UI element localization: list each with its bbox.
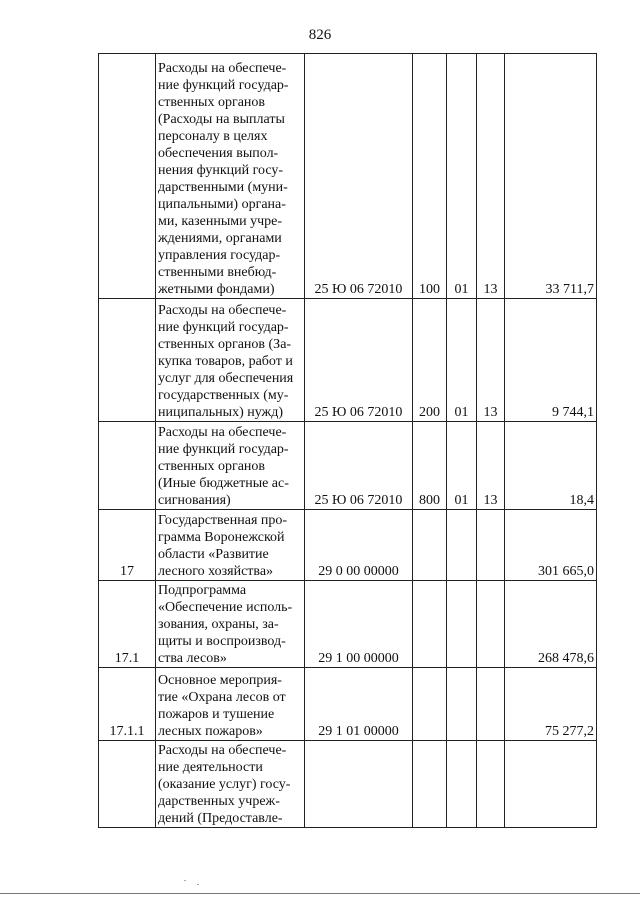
item-description: Государственная про- грамма Воронежской области «Развитие лесного хозяйства» [156, 510, 305, 581]
section-code: 01 [447, 422, 477, 510]
scan-speck [184, 880, 186, 881]
subsection-code: 13 [477, 54, 505, 299]
table-row [99, 54, 597, 299]
item-number [99, 54, 156, 299]
table-row [99, 581, 597, 668]
subsection-code [477, 510, 505, 581]
expense-type-code: 800 [413, 422, 447, 510]
item-description: Расходы на обеспече- ние деятельности (оказание услуг) госу- дарственных учреж- дений (Предоставле- [156, 741, 305, 828]
item-description: Подпрограмма «Обеспечение исполь- зования, охраны, за- щиты и воспроизвод- ства лесов» [156, 581, 305, 668]
subsection-code: 13 [477, 299, 505, 422]
item-number: 17.1.1 [99, 668, 156, 741]
expense-type-code [413, 668, 447, 741]
amount: 18,4 [505, 422, 597, 510]
target-article-code [305, 741, 413, 828]
amount: 33 711,7 [505, 54, 597, 299]
amount [505, 741, 597, 828]
item-number [99, 741, 156, 828]
item-description: Расходы на обеспече- ние функций государ- ственных органов (За- купка товаров, работ и услуг для обеспечения государственных (му- ниципальных) нужд) [156, 299, 305, 422]
target-article-code: 29 1 01 00000 [305, 668, 413, 741]
expense-type-code [413, 510, 447, 581]
section-code: 01 [447, 299, 477, 422]
expense-type-code: 100 [413, 54, 447, 299]
subsection-code [477, 581, 505, 668]
page-number: 826 [308, 27, 332, 43]
section-code [447, 581, 477, 668]
amount: 9 744,1 [505, 299, 597, 422]
item-number [99, 422, 156, 510]
table-row [99, 422, 597, 510]
item-number: 17.1 [99, 581, 156, 668]
table-row [99, 299, 597, 422]
scan-speck [197, 884, 199, 885]
item-description: Основное мероприя- тие «Охрана лесов от пожаров и тушение лесных пожаров» [156, 668, 305, 741]
expense-type-code [413, 581, 447, 668]
target-article-code: 25 Ю 06 72010 [305, 299, 413, 422]
subsection-code [477, 741, 505, 828]
table-row [99, 668, 597, 741]
item-number [99, 299, 156, 422]
amount: 268 478,6 [505, 581, 597, 668]
target-article-code: 29 1 00 00000 [305, 581, 413, 668]
budget-table [98, 53, 597, 828]
item-description: Расходы на обеспече- ние функций государ- ственных органов (Расходы на выплаты персоналу в целях обеспечения выпол- нения функций госу- дарственными (муни- ципальными) органа- ми, казенными учре- ждениями, органами управления государ- ственными внебюд- жетными фондами) [156, 54, 305, 299]
section-code [447, 510, 477, 581]
section-code [447, 741, 477, 828]
item-description: Расходы на обеспече- ние функций государ- ственных органов (Иные бюджетные ас- сигнования) [156, 422, 305, 510]
amount: 301 665,0 [505, 510, 597, 581]
section-code [447, 668, 477, 741]
target-article-code: 25 Ю 06 72010 [305, 54, 413, 299]
target-article-code: 25 Ю 06 72010 [305, 422, 413, 510]
subsection-code: 13 [477, 422, 505, 510]
section-code: 01 [447, 54, 477, 299]
item-number: 17 [99, 510, 156, 581]
amount: 75 277,2 [505, 668, 597, 741]
subsection-code [477, 668, 505, 741]
expense-type-code [413, 741, 447, 828]
page-bottom-edge [0, 893, 640, 894]
table-row [99, 510, 597, 581]
table-row [99, 741, 597, 828]
expense-type-code: 200 [413, 299, 447, 422]
target-article-code: 29 0 00 00000 [305, 510, 413, 581]
table-body [99, 54, 597, 828]
